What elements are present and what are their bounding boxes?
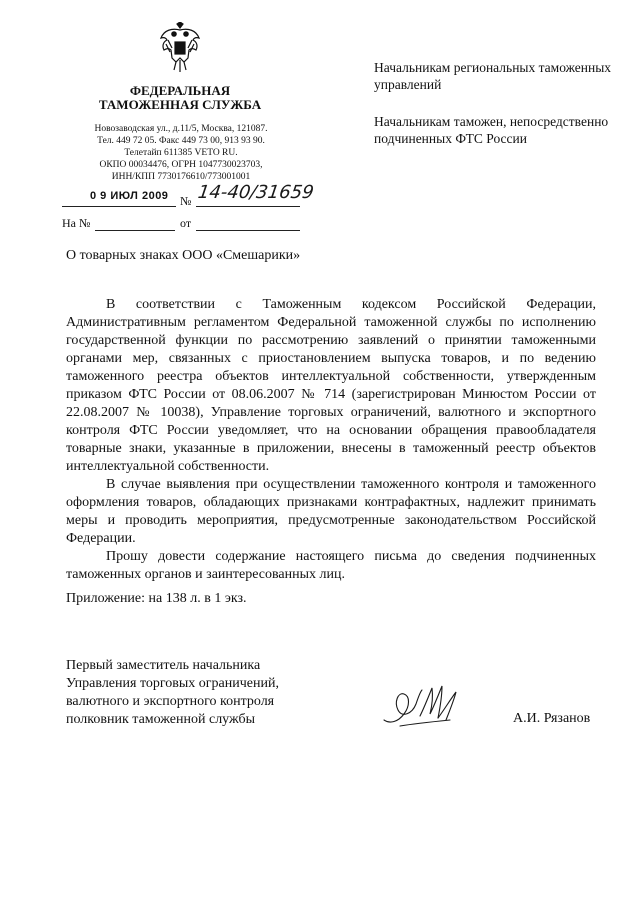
handwritten-signature-icon (380, 680, 470, 732)
signatory-title-line: валютного и экспортного контроля (66, 694, 275, 709)
letter-subject: О товарных знаках ООО «Смешарики» (66, 248, 301, 263)
reply-date-underline (196, 230, 300, 231)
body-paragraph-3: Прошу довести содержание настоящего письма до сведения подчиненных таможенных органов и заинтересованных лиц. (66, 549, 596, 582)
agency-name-line2: ТАМОЖЕННАЯ СЛУЖБА (98, 97, 262, 112)
recipient-regional: Начальникам региональных таможенных управлений (374, 60, 612, 92)
recipient-customs: Начальникам таможен, непосредственно подчиненных ФТС России (374, 114, 609, 146)
body-paragraph-1: В соответствии с Таможенным кодексом Российской Федерации, Административным регламентом Федеральной таможенной службы по исполнению государственной функции по рассмотрению заявлений о принятии таможенными органами мер, связанных с приостановлением выпуска товаров, и по ведению таможенного реестра объектов интеллектуальной собственности, утвержденным приказом ФТС России от 08.06.2007 № 714 (зарегистрирован Минюстом России от 22.08.2007 № 10038), Управление торговых ограничений, валютного и экспортного контроля ФТС России уведомляет, что на основании обращения правообладателя товарные знаки, указанные в приложении, внесены в таможенный реестр объектов интеллектуальной собственности. (66, 297, 596, 474)
teletype-line: Телетайп 611385 VETO RU. (124, 148, 238, 158)
okpo-ogrn-line: ОКПО 00034476, ОГРН 1047730023703, (99, 160, 263, 170)
signatory-title-line: Первый заместитель начальника (66, 658, 261, 673)
agency-name-line1: ФЕДЕРАЛЬНАЯ (129, 83, 231, 98)
registration-number: 14-40/31659 (196, 182, 316, 203)
reply-to-label: На № (62, 216, 91, 230)
contact-phone-line: Тел. 449 72 05. Факс 449 73 00, 913 93 90. (97, 136, 265, 146)
signatory-title-line: полковник таможенной службы (66, 712, 256, 727)
signatory-name: А.И. Рязанов (513, 711, 591, 726)
signatory-title (66, 657, 279, 729)
coat-of-arms-icon (158, 22, 202, 74)
inn-kpp-line: ИНН/КПП 7730176610/773001001 (111, 172, 251, 182)
number-underline (196, 206, 300, 207)
body-paragraph-2: В случае выявления при осуществлении таможенного контроля и таможенного оформления товаров, обладающих признаками контрафактных, надлежит принимать меры и проводить мероприятия, предусмотренные законодательством Российской Федерации. (66, 477, 596, 546)
date-underline (62, 206, 176, 207)
address-line: Новозаводская ул., д.11/5, Москва, 121087. (94, 124, 268, 134)
signatory-title-line: Управления торговых ограничений, (66, 676, 279, 691)
reply-from-label: от (180, 216, 192, 230)
number-label: № (180, 194, 192, 208)
letter-body (66, 296, 596, 584)
date-stamp: 0 9 ИЮЛ 2009 (90, 190, 169, 202)
appendix-note: Приложение: на 138 л. в 1 экз. (66, 591, 247, 606)
reply-number-underline (95, 230, 175, 231)
